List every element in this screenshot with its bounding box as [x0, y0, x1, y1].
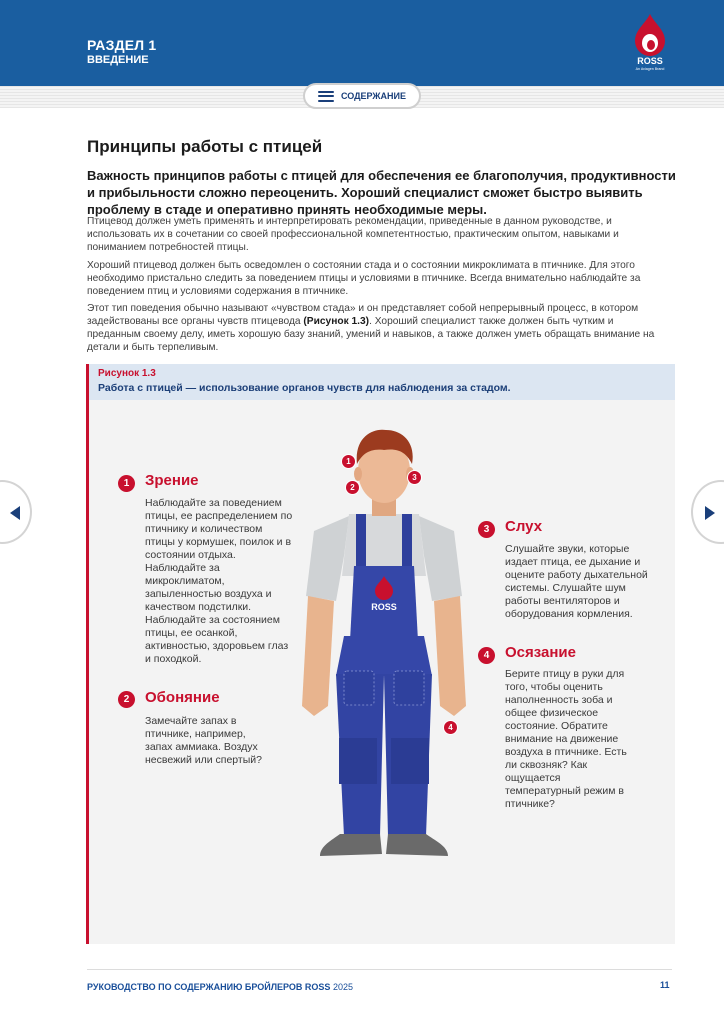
paragraph-2: Хороший птицевод должен быть осведомлен о состоянии стада и о состоянии микроклимата в птичнике. Для этого необходимо пристально следить за поведением птицы и условиями в птичнике. Всегда внимательно наблюдайте за поведением птиц и условиями содержания в птичнике.: [87, 260, 641, 297]
table-of-contents-button[interactable]: [303, 83, 421, 109]
sense-number-4: 4: [478, 647, 495, 664]
page-title: Принципы работы с птицей: [87, 137, 323, 156]
overall-logo-text: ROSS: [371, 602, 397, 612]
logo-brand-text: ROSS: [637, 56, 663, 66]
marker-ears: 3: [407, 470, 422, 485]
footer-title: РУКОВОДСТВО ПО СОДЕРЖАНИЮ БРОЙЛЕРОВ ROSS 2025: [87, 982, 353, 992]
sense-number-2: 2: [118, 691, 135, 708]
sense-text-vision: Наблюдайте за поведением птицы, ее распределением по птичнику и количеством птицы у кормушек, поилок и в состоянии отдыха. Наблюдайте за микроклиматом, запыленностью воздуха и качеством подстилки. Наблюдайте за состоянием птицы, ее осанкой, активностью, здоровьем глаз и походкой.: [145, 497, 293, 665]
paragraph-1: Птицевод должен уметь применять и интерпретировать рекомендации, приведенные в данном руководстве, и использовать их в сочетании со своей профессиональной компетентностью, практическим опытом, навыками и пониманием потребностей птицы.: [87, 216, 619, 253]
page-header: [0, 0, 724, 86]
previous-page-button[interactable]: [0, 480, 32, 544]
sense-text-hearing: Слушайте звуки, которые издает птица, ее дыхание и оцените работу дыхательной системы. Слушайте шум работы вентиляторов и оборудования кормления.: [505, 543, 648, 620]
ross-logo: [625, 12, 675, 72]
figure-reference: (Рисунок 1.3): [303, 316, 370, 327]
sense-title-smell: Обоняние: [145, 689, 220, 706]
arrow-right-icon: [705, 506, 715, 520]
sense-text-smell: Замечайте запах в птичнике, например, запах аммиака. Воздух несвежий или спертый?: [145, 715, 262, 766]
toc-label: СОДЕРЖАНИЕ: [340, 91, 407, 101]
next-page-button[interactable]: [691, 480, 724, 544]
page-number: 11: [660, 980, 670, 990]
marker-nose: 2: [345, 480, 360, 495]
sense-text-touch: Берите птицу в руки для того, чтобы оценить наполненность зоба и общее физическое состояние. Обратите внимание на движение воздуха в птичнике. Есть ли сквозняк? Как ощущается температурный режим в птичнике?: [505, 668, 627, 810]
sense-number-3: 3: [478, 521, 495, 538]
footer-divider: [87, 969, 672, 970]
sense-title-vision: Зрение: [145, 472, 199, 489]
sense-title-hearing: Слух: [505, 518, 543, 535]
figure-panel: [86, 364, 675, 944]
marker-hand: 4: [443, 720, 458, 735]
footer-year: 2025: [332, 982, 353, 992]
figure-number: Рисунок 1.3: [98, 368, 156, 379]
worker-illustration: [294, 426, 474, 916]
paragraph-3: Этот тип поведения обычно называют «чувством стада» и он представляет собой непрерывный процесс, в котором задействованы все органы чувств птицевода (Рисунок 1.3). Хороший специалист также должен быть чутким и преданным своему делу, иметь хорошую базу знаний, умений и навыков, а также должен уметь обращать внимание на детали и быть терпеливым.: [87, 303, 655, 353]
figure-caption-bar: [89, 364, 675, 400]
figure-caption: Работа с птицей — использование органов чувств для наблюдения за стадом.: [98, 382, 511, 394]
arrow-left-icon: [10, 506, 20, 520]
lead-paragraph: Важность принципов работы с птицей для обеспечения ее благополучия, продуктивности и прибыльности сложно переоценить. Хороший специалист сможет быстро выявить проблему в стаде и оперативно принять необходимые меры.: [87, 168, 676, 217]
logo-tagline-text: An Aviagen Brand: [635, 67, 665, 71]
menu-icon: [318, 91, 334, 102]
subsection-label: ВВЕДЕНИЕ: [87, 54, 149, 66]
marker-eyes: 1: [341, 454, 356, 469]
sense-title-touch: Осязание: [505, 644, 576, 661]
sense-number-1: 1: [118, 475, 135, 492]
section-label: РАЗДЕЛ 1: [87, 37, 157, 53]
